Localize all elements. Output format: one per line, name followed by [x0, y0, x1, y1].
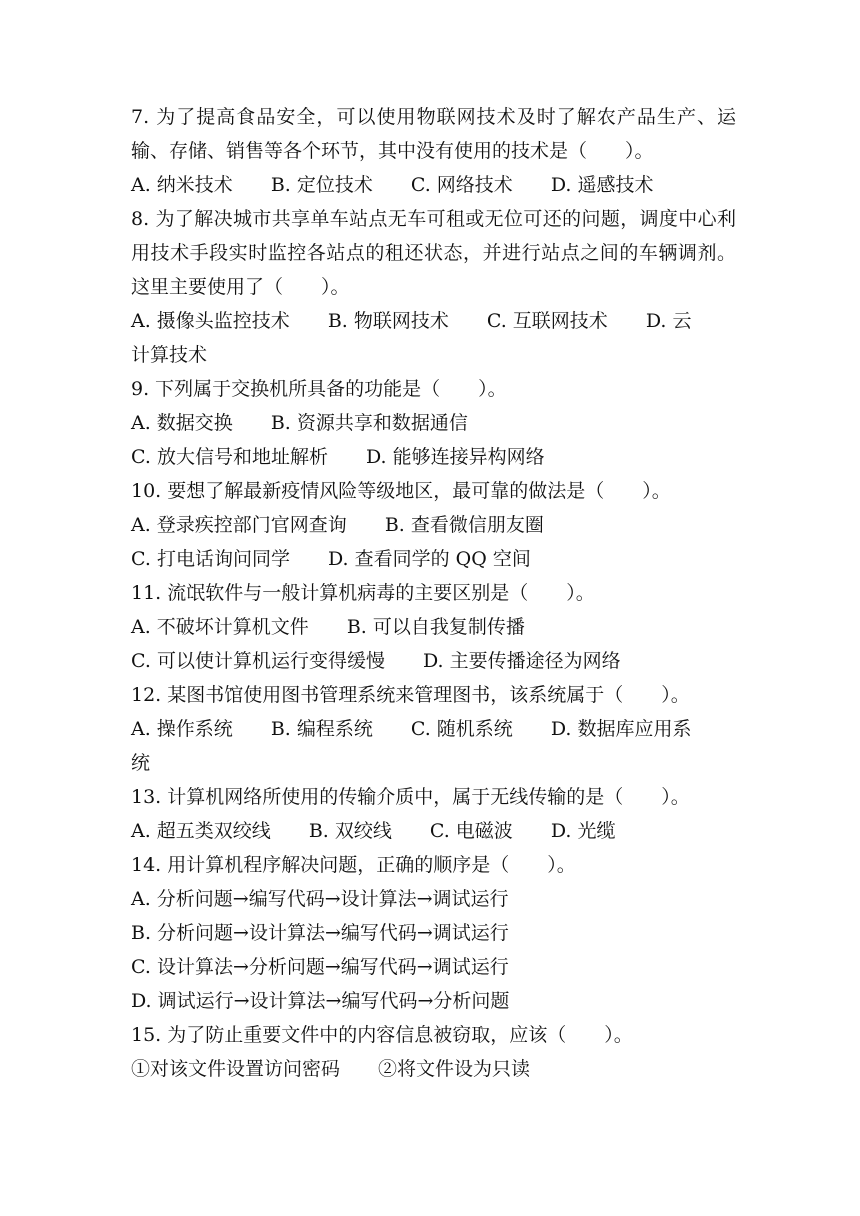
question-11-stem: 11. 流氓软件与一般计算机病毒的主要区别是（ ）。 — [131, 582, 595, 604]
option-c: C. 电磁波 — [429, 820, 513, 842]
question-list — [131, 100, 736, 1086]
question-7-stem: 7. 为了提高食品安全，可以使用物联网技术及时了解农产品生产、运输、存储、销售等各个环节，其中没有使用的技术是（ ）。 — [131, 106, 736, 162]
option-a: A. 操作系统 — [131, 718, 233, 740]
option-1: ①对该文件设置访问密码 — [131, 1058, 341, 1080]
option-b: B. 物联网技术 — [327, 310, 449, 332]
question-15-stem: 15. 为了防止重要文件中的内容信息被窃取，应该（ ）。 — [131, 1024, 633, 1046]
question-11-options-row1 — [131, 610, 736, 644]
question-8-option-d-continued: 计算技术 — [131, 344, 208, 366]
question-15-options — [131, 1052, 736, 1086]
option-b: B. 编程系统 — [270, 718, 373, 740]
option-d: D. 遥感技术 — [550, 174, 654, 196]
question-9-stem: 9. 下列属于交换机所具备的功能是（ ）。 — [131, 378, 507, 400]
question-7-options — [131, 168, 736, 202]
option-b: B. 分析问题→设计算法→编写代码→调试运行 — [131, 922, 509, 944]
option-b: B. 可以自我复制传播 — [346, 616, 525, 638]
option-a: A. 超五类双绞线 — [131, 820, 271, 842]
option-c: C. 网络技术 — [410, 174, 513, 196]
question-8-options — [131, 304, 736, 338]
question-13-stem: 13. 计算机网络所使用的传输介质中，属于无线传输的是（ ）。 — [131, 786, 690, 808]
question-12-stem: 12. 某图书馆使用图书管理系统来管理图书，该系统属于（ ）。 — [131, 684, 690, 706]
question-14-stem: 14. 用计算机程序解决问题，正确的顺序是（ ）。 — [131, 854, 576, 876]
option-c: C. 放大信号和地址解析 — [131, 446, 328, 468]
option-b: B. 查看微信朋友圈 — [384, 514, 544, 536]
question-8-stem: 8. 为了解决城市共享单车站点无车可租或无位可还的问题，调度中心利用技术手段实时监控各站点的租还状态，并进行站点之间的车辆调剂。这里主要使用了（ ）。 — [131, 208, 736, 298]
option-d: D. 光缆 — [550, 820, 616, 842]
question-13-options — [131, 814, 736, 848]
option-a: A. 数据交换 — [131, 412, 233, 434]
option-d-line1: D. 数据库应用系 — [550, 718, 692, 740]
option-b: B. 定位技术 — [270, 174, 373, 196]
option-b: B. 资源共享和数据通信 — [270, 412, 468, 434]
option-c: C. 互联网技术 — [486, 310, 608, 332]
option-a: A. 摄像头监控技术 — [131, 310, 290, 332]
question-12-option-d-continued: 统 — [131, 752, 151, 774]
option-a: A. 分析问题→编写代码→设计算法→调试运行 — [131, 888, 509, 910]
option-a: A. 纳米技术 — [131, 174, 233, 196]
question-9-options-row1 — [131, 406, 736, 440]
option-d-line1: D. 云 — [645, 310, 692, 332]
option-d: D. 能够连接异构网络 — [365, 446, 545, 468]
question-10-stem: 10. 要想了解最新疫情风险等级地区，最可靠的做法是（ ）。 — [131, 480, 671, 502]
option-d: D. 主要传播途径为网络 — [422, 650, 621, 672]
option-d: D. 查看同学的 QQ 空间 — [327, 548, 531, 570]
option-c: C. 打电话询问同学 — [131, 548, 290, 570]
option-2: ②将文件设为只读 — [378, 1058, 531, 1080]
option-c: C. 可以使计算机运行变得缓慢 — [131, 650, 385, 672]
option-a: A. 登录疾控部门官网查询 — [131, 514, 347, 536]
option-c: C. 设计算法→分析问题→编写代码→调试运行 — [131, 956, 509, 978]
option-c: C. 随机系统 — [410, 718, 513, 740]
option-d: D. 调试运行→设计算法→编写代码→分析问题 — [131, 990, 510, 1012]
question-10-options-row1 — [131, 508, 736, 542]
question-10-options-row2 — [131, 542, 736, 576]
option-a: A. 不破坏计算机文件 — [131, 616, 309, 638]
question-11-options-row2 — [131, 644, 736, 678]
option-b: B. 双绞线 — [308, 820, 392, 842]
question-9-options-row2 — [131, 440, 736, 474]
question-12-options — [131, 712, 736, 746]
